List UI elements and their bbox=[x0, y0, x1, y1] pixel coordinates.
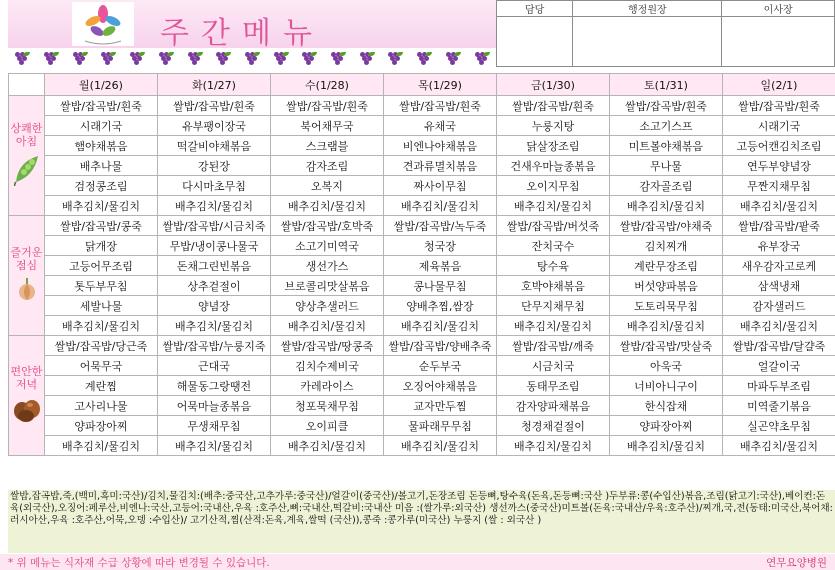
menu-cell: 견과류멸치볶음 bbox=[384, 156, 497, 176]
menu-cell: 청국장 bbox=[384, 236, 497, 256]
menu-row bbox=[9, 336, 835, 356]
menu-row bbox=[9, 436, 835, 456]
sign-label-director: 행정원장 bbox=[573, 1, 722, 17]
menu-cell: 새우감자고로케 bbox=[723, 256, 835, 276]
menu-cell: 배추김치/물김치 bbox=[45, 436, 158, 456]
peapod-icon bbox=[12, 152, 42, 189]
menu-row bbox=[9, 176, 835, 196]
menu-cell: 떡갈비야채볶음 bbox=[158, 136, 271, 156]
change-notice: * 위 메뉴는 식자재 수급 상황에 따라 변경될 수 있습니다. bbox=[8, 557, 270, 569]
menu-row bbox=[9, 256, 835, 276]
menu-cell: 배추김치/물김치 bbox=[271, 196, 384, 216]
menu-cell: 해물동그랑땡전 bbox=[158, 376, 271, 396]
menu-cell: 무나물 bbox=[610, 156, 723, 176]
table-corner bbox=[9, 74, 45, 96]
sign-box-staff[interactable] bbox=[497, 17, 573, 67]
menu-cell: 배추김치/물김치 bbox=[158, 316, 271, 336]
page-title: 주간메뉴 bbox=[160, 16, 324, 51]
menu-cell: 시래기국 bbox=[45, 116, 158, 136]
menu-cell: 연두부양념장 bbox=[723, 156, 835, 176]
menu-cell: 쌀밥/잡곡밥/흰죽 bbox=[723, 96, 835, 116]
meal-label-line2: 아침 bbox=[15, 135, 38, 148]
grape-icon bbox=[388, 52, 402, 64]
menu-cell: 감자양파채볶음 bbox=[497, 396, 610, 416]
day-header-tue: 화(1/27) bbox=[158, 74, 271, 96]
menu-cell: 쌀밥/잡곡밥/깨죽 bbox=[497, 336, 610, 356]
menu-cell: 햄야채볶음 bbox=[45, 136, 158, 156]
menu-cell: 쌀밥/잡곡밥/시금치죽 bbox=[158, 216, 271, 236]
meal-label bbox=[9, 336, 45, 456]
menu-cell: 배추김치/물김치 bbox=[271, 436, 384, 456]
weekly-menu-table bbox=[8, 73, 835, 456]
grape-icon bbox=[417, 52, 431, 64]
menu-cell: 배추김치/물김치 bbox=[384, 196, 497, 216]
menu-cell: 김치수제비국 bbox=[271, 356, 384, 376]
menu-row bbox=[9, 116, 835, 136]
menu-cell: 고등어무조림 bbox=[45, 256, 158, 276]
menu-row bbox=[9, 276, 835, 296]
menu-row bbox=[9, 96, 835, 116]
menu-cell: 배추김치/물김치 bbox=[45, 316, 158, 336]
menu-cell: 쌀밥/잡곡밥/당근죽 bbox=[45, 336, 158, 356]
grape-icon bbox=[159, 52, 173, 64]
menu-cell: 시래기국 bbox=[723, 116, 835, 136]
menu-cell: 고등어캔김치조림 bbox=[723, 136, 835, 156]
menu-cell: 어묵마늘종볶음 bbox=[158, 396, 271, 416]
menu-cell: 쌀밥/잡곡밥/맛살죽 bbox=[610, 336, 723, 356]
approval-table bbox=[496, 0, 835, 67]
menu-cell: 닭개장 bbox=[45, 236, 158, 256]
menu-cell: 배추김치/물김치 bbox=[497, 196, 610, 216]
grape-icon bbox=[101, 52, 115, 64]
menu-cell: 오징어야채볶음 bbox=[384, 376, 497, 396]
menu-cell: 브로콜리맛살볶음 bbox=[271, 276, 384, 296]
menu-cell: 쌀밥/잡곡밥/흰죽 bbox=[384, 96, 497, 116]
menu-cell: 실곤약초무침 bbox=[723, 416, 835, 436]
grape-icon bbox=[130, 52, 144, 64]
grape-icon bbox=[216, 52, 230, 64]
menu-cell: 돈채그린빈볶음 bbox=[158, 256, 271, 276]
menu-cell: 김치찌개 bbox=[610, 236, 723, 256]
menu-cell: 배추나물 bbox=[45, 156, 158, 176]
menu-cell: 배추김치/물김치 bbox=[723, 196, 835, 216]
menu-cell: 호박야채볶음 bbox=[497, 276, 610, 296]
menu-cell: 양배추찜,쌈장 bbox=[384, 296, 497, 316]
menu-cell: 생선가스 bbox=[271, 256, 384, 276]
menu-row bbox=[9, 316, 835, 336]
menu-row bbox=[9, 416, 835, 436]
grape-icon bbox=[446, 52, 460, 64]
menu-cell: 배추김치/물김치 bbox=[158, 196, 271, 216]
day-header-sun: 일(2/1) bbox=[723, 74, 835, 96]
grape-icon bbox=[274, 52, 288, 64]
menu-cell: 톳두부무침 bbox=[45, 276, 158, 296]
menu-cell: 쌀밥/잡곡밥/양배추죽 bbox=[384, 336, 497, 356]
meal-label bbox=[9, 216, 45, 336]
menu-cell: 닭살장조림 bbox=[497, 136, 610, 156]
menu-cell: 삼색냉채 bbox=[723, 276, 835, 296]
menu-cell: 무생채무침 bbox=[158, 416, 271, 436]
bottom-bar bbox=[0, 554, 835, 570]
menu-row bbox=[9, 196, 835, 216]
menu-cell: 배추김치/물김치 bbox=[497, 316, 610, 336]
grape-decoration bbox=[8, 50, 496, 65]
menu-cell: 쌀밥/잡곡밥/콩죽 bbox=[45, 216, 158, 236]
menu-cell: 얼갈이국 bbox=[723, 356, 835, 376]
menu-cell: 쌀밥/잡곡밥/땅콩죽 bbox=[271, 336, 384, 356]
menu-cell: 배추김치/물김치 bbox=[497, 436, 610, 456]
menu-cell: 짜사이무침 bbox=[384, 176, 497, 196]
menu-cell: 교자만두찜 bbox=[384, 396, 497, 416]
menu-cell: 무짠지채무침 bbox=[723, 176, 835, 196]
day-header-thu: 목(1/29) bbox=[384, 74, 497, 96]
menu-cell: 근대국 bbox=[158, 356, 271, 376]
menu-cell: 단무지채무침 bbox=[497, 296, 610, 316]
menu-cell: 쌀밥/잡곡밥/흰죽 bbox=[158, 96, 271, 116]
menu-cell: 쌀밥/잡곡밥/야채죽 bbox=[610, 216, 723, 236]
menu-row bbox=[9, 396, 835, 416]
menu-cell: 유부팽이장국 bbox=[158, 116, 271, 136]
grape-icon bbox=[188, 52, 202, 64]
menu-cell: 누룽지탕 bbox=[497, 116, 610, 136]
onion-icon bbox=[16, 276, 38, 305]
menu-cell: 강된장 bbox=[158, 156, 271, 176]
menu-cell: 유부장국 bbox=[723, 236, 835, 256]
menu-cell: 배추김치/물김치 bbox=[610, 436, 723, 456]
grape-icon bbox=[360, 52, 374, 64]
menu-cell: 건새우마늘종볶음 bbox=[497, 156, 610, 176]
grape-icon bbox=[302, 52, 316, 64]
menu-cell: 콩나물무침 bbox=[384, 276, 497, 296]
menu-cell: 배추김치/물김치 bbox=[158, 436, 271, 456]
menu-row bbox=[9, 356, 835, 376]
menu-cell: 쌀밥/잡곡밥/흰죽 bbox=[497, 96, 610, 116]
grape-icon bbox=[44, 52, 58, 64]
hospital-name: 연무요양병원 bbox=[766, 557, 827, 569]
menu-cell: 청경채겉절이 bbox=[497, 416, 610, 436]
day-header-sat: 토(1/31) bbox=[610, 74, 723, 96]
sign-box-chairman[interactable] bbox=[722, 17, 835, 67]
menu-cell: 순두부국 bbox=[384, 356, 497, 376]
menu-cell: 고사리나물 bbox=[45, 396, 158, 416]
menu-cell: 마파두부조림 bbox=[723, 376, 835, 396]
menu-cell: 시금치국 bbox=[497, 356, 610, 376]
grape-icon bbox=[331, 52, 345, 64]
menu-cell: 무밥/냉이콩나물국 bbox=[158, 236, 271, 256]
meal-label-line1: 편안한 bbox=[10, 365, 43, 378]
sign-label-chairman: 이사장 bbox=[722, 1, 835, 17]
menu-cell: 감자골조림 bbox=[610, 176, 723, 196]
menu-cell: 청포묵채무침 bbox=[271, 396, 384, 416]
menu-cell: 배추김치/물김치 bbox=[610, 316, 723, 336]
menu-cell: 제육볶음 bbox=[384, 256, 497, 276]
menu-cell: 배추김치/물김치 bbox=[271, 316, 384, 336]
menu-cell: 감자샐러드 bbox=[723, 296, 835, 316]
meal-label bbox=[9, 96, 45, 216]
menu-cell: 쌀밥/잡곡밥/흰죽 bbox=[45, 96, 158, 116]
logo bbox=[72, 2, 134, 46]
header bbox=[0, 0, 835, 67]
menu-cell: 북어채무국 bbox=[271, 116, 384, 136]
menu-cell: 오이피클 bbox=[271, 416, 384, 436]
day-header-mon: 월(1/26) bbox=[45, 74, 158, 96]
menu-cell: 어묵무국 bbox=[45, 356, 158, 376]
flower-logo-icon bbox=[75, 3, 131, 45]
menu-row bbox=[9, 136, 835, 156]
menu-cell: 잔치국수 bbox=[497, 236, 610, 256]
sign-label-staff: 담당 bbox=[497, 1, 573, 17]
grape-icon bbox=[245, 52, 259, 64]
menu-cell: 물파래무무침 bbox=[384, 416, 497, 436]
menu-cell: 동태무조림 bbox=[497, 376, 610, 396]
menu-cell: 쌀밥/잡곡밥/달걀죽 bbox=[723, 336, 835, 356]
menu-cell: 양파장아찌 bbox=[45, 416, 158, 436]
menu-cell: 카레라이스 bbox=[271, 376, 384, 396]
menu-cell: 다시마초무침 bbox=[158, 176, 271, 196]
meal-label-line2: 점심 bbox=[15, 259, 38, 272]
menu-cell: 계란무장조림 bbox=[610, 256, 723, 276]
grape-icon bbox=[15, 52, 29, 64]
menu-cell: 감자조림 bbox=[271, 156, 384, 176]
menu-row bbox=[9, 236, 835, 256]
menu-row bbox=[9, 296, 835, 316]
menu-cell: 한식잡채 bbox=[610, 396, 723, 416]
meal-label-line1: 즐거운 bbox=[10, 246, 43, 259]
menu-cell: 배추김치/물김치 bbox=[384, 436, 497, 456]
menu-cell: 비엔나야채볶음 bbox=[384, 136, 497, 156]
menu-cell: 너비아니구이 bbox=[610, 376, 723, 396]
menu-cell: 세발나물 bbox=[45, 296, 158, 316]
menu-row bbox=[9, 156, 835, 176]
menu-cell: 양념장 bbox=[158, 296, 271, 316]
grape-icon bbox=[475, 52, 489, 64]
menu-cell: 쌀밥/잡곡밥/흰죽 bbox=[271, 96, 384, 116]
menu-cell: 양상추샐러드 bbox=[271, 296, 384, 316]
menu-cell: 쌀밥/잡곡밥/버섯죽 bbox=[497, 216, 610, 236]
menu-cell: 검정콩조림 bbox=[45, 176, 158, 196]
menu-cell: 쌀밥/잡곡밥/흰죽 bbox=[610, 96, 723, 116]
menu-cell: 배추김치/물김치 bbox=[384, 316, 497, 336]
menu-cell: 유채국 bbox=[384, 116, 497, 136]
menu-cell: 미트볼야채볶음 bbox=[610, 136, 723, 156]
menu-cell: 쌀밥/잡곡밥/누룽지죽 bbox=[158, 336, 271, 356]
menu-cell: 아욱국 bbox=[610, 356, 723, 376]
menu-cell: 오이지무침 bbox=[497, 176, 610, 196]
menu-cell: 배추김치/물김치 bbox=[610, 196, 723, 216]
menu-cell: 배추김치/물김치 bbox=[45, 196, 158, 216]
meal-label-line2: 저녁 bbox=[15, 378, 38, 391]
menu-cell: 계란찜 bbox=[45, 376, 158, 396]
menu-cell: 미역줄기볶음 bbox=[723, 396, 835, 416]
menu-row bbox=[9, 376, 835, 396]
menu-cell: 버섯양파볶음 bbox=[610, 276, 723, 296]
meal-label-line1: 상쾌한 bbox=[10, 122, 43, 135]
menu-cell: 스크램블 bbox=[271, 136, 384, 156]
menu-cell: 쌀밥/잡곡밥/팥죽 bbox=[723, 216, 835, 236]
origin-footnote: 쌀밥,잡곡밥,죽,(백미,흑미:국산)/김치,물김치:(배추:중국산,고추가루:중국산)/얼갈이(중국산)/볼고기,돈장조림 돈등뼈,탕수육(돈육,돈등뼈:국산 )두부류:콩(수입산)볶음,조림(닭고기:국산),베이컨:돈육(외국산),오징어:페루산,비엔나:국산,고등어:국내산,우육 :호주산,뼈:국내산,떡갈비:국내산 미음 :(쌀가루:외국산) 생선까스(중국산)미트볼(돈육:국내산/우육:호주산)/찌개,국,전(동태:미국산,북어채:러시아산,우육 :호주산,어묵,오뎅 :수입산)/ 고기산적,찜(산적:돈육,계육,쌀떡 (국산)),콩죽 :콩가루(미국산) 누룽지 (쌀 : 외국산 ) bbox=[8, 490, 835, 553]
menu-row bbox=[9, 216, 835, 236]
grape-icon bbox=[73, 52, 87, 64]
menu-cell: 도토리묵무침 bbox=[610, 296, 723, 316]
menu-cell: 오복지 bbox=[271, 176, 384, 196]
menu-cell: 배추김치/물김치 bbox=[723, 436, 835, 456]
menu-cell: 상추겉절이 bbox=[158, 276, 271, 296]
menu-cell: 소고기미역국 bbox=[271, 236, 384, 256]
menu-cell: 탕수육 bbox=[497, 256, 610, 276]
menu-cell: 소고기스프 bbox=[610, 116, 723, 136]
menu-cell: 쌀밥/잡곡밥/녹두죽 bbox=[384, 216, 497, 236]
chestnut-icon bbox=[12, 395, 42, 426]
menu-cell: 쌀밥/잡곡밥/호박죽 bbox=[271, 216, 384, 236]
menu-cell: 배추김치/물김치 bbox=[723, 316, 835, 336]
day-header-fri: 금(1/30) bbox=[497, 74, 610, 96]
sign-box-director[interactable] bbox=[573, 17, 722, 67]
menu-cell: 양파장아찌 bbox=[610, 416, 723, 436]
menu-body bbox=[9, 96, 835, 456]
day-header-wed: 수(1/28) bbox=[271, 74, 384, 96]
